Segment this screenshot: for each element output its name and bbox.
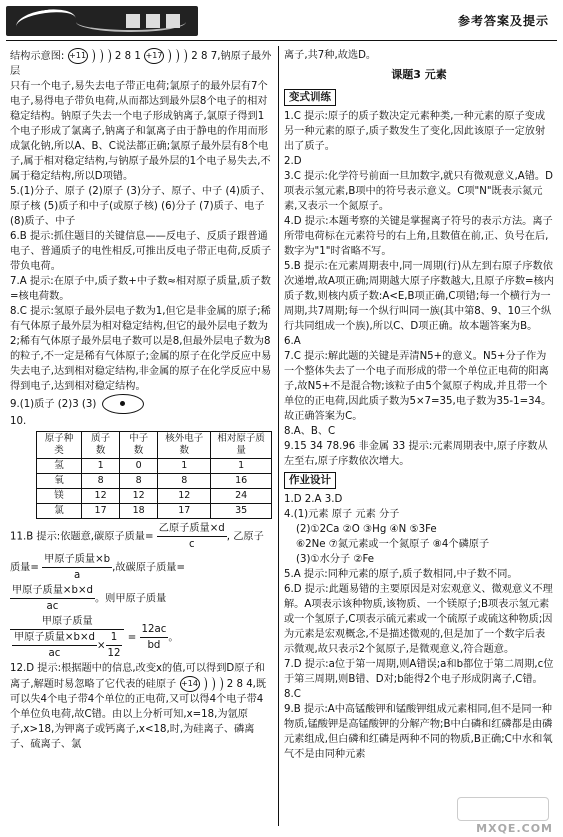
answer-6: 6.B 提示:抓住题目的关键信息——反电子、反质子跟普通电子、普通质子的电性相反,可推出反电子带正电荷,反质子带负电荷。: [10, 231, 272, 272]
banner-block: [146, 14, 160, 28]
chlorine-shells: 2 8 7: [191, 51, 218, 62]
left-column: [10, 48, 272, 752]
table-row: 氧 8 8 8 16: [37, 474, 272, 489]
page-header-title: 参考答案及提示: [457, 14, 549, 28]
homework-answer-4b: (2)①2Ca ②O ③Hg ④N ⑤3Fe: [296, 524, 437, 535]
variation-answer-3: 3.C 提示:化学符号前面一旦加数字,就只有微观意义,A错。D项表示氢元素,B项中的符号表示意义。C项"N"既表示氮元素,又表示一个氮原子。: [284, 171, 553, 212]
answer-4-explanation: 只有一个电子,易失去电子带正电荷;氯原子的最外层有7个电子,易得电子带负电荷,从而都达到最外层8个电子的相对稳定结构。钠原子失去一个电子形成钠离子,氯原子得到1个电子形成了氯离子,钠离子和氯离子由于静电的作用而形成氯化钠,所以A、B、C说法都正确;氯原子最外层有8个电子,属于相对稳定结构,与钠原子最外层的1个电子易失去,不属于稳定结构,所以D项错。: [10, 81, 271, 182]
fraction: $\frac{\text{甲原子质量×b}}{a}$: [44, 554, 111, 581]
answer-10-label: 10.: [10, 416, 27, 427]
table-row: 氯 17 18 17 35: [37, 504, 272, 519]
homework-answer-1-3: 1.D 2.A 3.D: [284, 494, 343, 505]
sodium-nucleus: +11: [68, 48, 88, 64]
right-column: [284, 48, 554, 762]
header-banner-image: [6, 6, 198, 36]
column-divider: [278, 46, 279, 826]
variation-answer-9: 9.15 34 78.96 非金属 33 提示:元素周期表中,原子序数从左至右,原子序数依次增大。: [284, 441, 548, 467]
section-title: 课题3 元素: [391, 68, 447, 81]
answer-5: 5.(1)分子、原子 (2)原子 (3)分子、原子、中子 (4)质子、原子核 (5)质子和中子(或原子核) (6)分子 (7)质子、电子 (8)质子、中子: [10, 186, 271, 227]
page-header: [0, 0, 563, 40]
answer-12: 12.D 提示:根据题中的信息,改变x的值,可以得到D原子和离子,解题时易忽略了它代表的硅原子 +14 2 8 4,既可以失4个电子带4个单位的正电荷,又可以得4个电子带4个单位负电荷,故C错。由以上分析可知,x=18,为氩原子,x>18,为钾离子或钙离子,x<18,时,为硅离子、磷离子、硫离子、氯: [10, 663, 267, 750]
fraction: 甲原子质量 $\frac{\text{甲原子质量×b×d}}{ac}$ × $\frac{1}{12}$: [10, 614, 124, 661]
watermark-text: MXQE.COM: [476, 822, 553, 835]
variation-answer-4: 4.D 提示:本题考察的关键是掌握离子符号的表示方法。离子所带电荷标在元素符号的右上角,且数值在前,正、负号在后,数字为"1"时省略不写。: [284, 216, 553, 257]
answer-11: 11.B 提示:依题意,碳原子质量= $\frac{\text{乙原子质量×d}}{c}$ , 乙原子质量= $\frac{\text{甲原子质量×b}}{a}$ ,故碳原子质量= $\frac{\text{甲原子质量×b×d}}{ac}$ 。则甲原子质量 甲原子质量 $\frac{\text{甲原子质量×b×d}}{ac}$ × $\frac{1}{12}$ = $\frac{12ac}{bd}$ 。: [10, 523, 264, 659]
homework-answer-4c: ⑥2Ne ⑦氮元素或一个氮原子 ⑧4个磷原子: [296, 539, 490, 550]
fraction: $\frac{\text{甲原子质量×b×d}}{ac}$: [12, 585, 93, 612]
homework-answer-4a: 4.(1)元素 原子 元素 分子: [284, 509, 400, 520]
answer-7: 7.A 提示:在原子中,质子数+中子数≈相对原子质量,质子数=核电荷数。: [10, 276, 271, 302]
sodium-shells: 2 8 1: [114, 51, 141, 62]
silicon-nucleus: +14: [180, 676, 200, 692]
fraction: $\frac{\text{乙原子质量×d}}{c}$: [158, 523, 225, 550]
homework-answer-5: 5.A 提示:同种元素的原子,质子数相同,中子数不同。: [284, 569, 518, 580]
homework-answer-4d: (3)①水分子 ②Fe: [296, 554, 375, 565]
homework-answer-8: 8.C: [284, 689, 301, 700]
banner-swirl-left: [15, 6, 78, 36]
banner-block: [166, 14, 180, 28]
answer-structure-diagram: 结构示意图: +11 2 8 1 +17 2 8 7,钠原子最外层: [10, 48, 272, 79]
variation-answer-6: 6.A: [284, 336, 301, 347]
homework-answer-9: 9.B 提示:A中高锰酸钾和锰酸钾组成元素相同,但不是同一种物质,锰酸钾是高锰酸钾的分解产物;B中白磷和红磷都是由磷元素组成,但白磷和红磷是两种不同的物质,B正确;C中水和氧气不是由同种元素: [284, 704, 553, 760]
variation-answer-7: 7.C 提示:解此题的关键是弄清N5+的意义。N5+分子作为一个整体失去了一个电子而形成的带一个单位正电荷的阳离子,故N5+不是混合物;该粒子由5个氮原子构成,并且带一个单位的正电荷,因此质子数为5×7=35,电子数为35-1=34。故正确答案为C。: [284, 351, 552, 422]
orbit-diagram: [102, 394, 144, 414]
fraction: $\frac{12ac}{bd}$: [141, 624, 167, 651]
box-heading-variation-training: 变式训练: [284, 89, 336, 106]
silicon-shells: 2 8 4: [226, 679, 253, 690]
box-heading-homework-design: 作业设计: [284, 472, 336, 489]
variation-answer-2: 2.D: [284, 156, 302, 167]
variation-answer-1: 1.C 提示:原子的质子数决定元素种类,一种元素的原子变成另一种元素的原子,质子数发生了变化,因此该原子一定放射出了质子。: [284, 111, 546, 152]
variation-answer-5: 5.B 提示:在元素周期表中,同一周期(行)从左到右原子序数依次递增,故A项正确;周期越大原子序数越大,且原子序数=核内质子数,则核内质子数:A<E,B项正确,C项错;每一个横行为一周期,共7周期;每一个纵行叫同一族(其中第8、9、10三个纵行共同组成一个族),所以C、D项正确。故本题答案为B。: [284, 261, 554, 332]
table-row: 镁 12 12 12 24: [37, 489, 272, 504]
variation-answer-8: 8.A、B、C: [284, 426, 336, 437]
homework-answer-7: 7.D 提示:a位于第一周期,则A错误;a和b都位于第二周期,c位于第三周期,则B错、D对;b能得2个电子形成阴离子,C错。: [284, 659, 554, 685]
banner-block: [126, 14, 140, 28]
homework-answer-6: 6.D 提示:此题易错的主要原因是对宏观意义、微观意义不理解。A项表示该种物质,该物质、一个镁原子;B项表示氢元素或一个氢原子,C项表示硫元素或一个硫原子或硫这种物质;因为元素是宏观概念,不是描述微观的,但是加了一个数字后表示微观,故只表示2个氮原子,是微观意义,符合题意。: [284, 584, 553, 655]
watermark-logo: [457, 797, 549, 821]
continuation-text: 离子,共7种,故选D。: [284, 50, 377, 61]
atom-table: [36, 431, 272, 519]
answer-9: 9.(1)质子 (2)3 (3): [10, 394, 272, 414]
answer-8: 8.C 提示:氢原子最外层电子数为1,但它是非金属的原子;稀有气体原子最外层为相对稳定结构,但它的最外层电子数为2;稀有气体原子最外层电子数可以是8,但最外层电子数为8的粒子,不一定是稀有气体原子;金属的原子在化学反应中易失去电子,达到相对稳定结构,非金属的原子在化学反应中易得到电子,达到相对稳定结构。: [10, 306, 272, 392]
header-rule: [6, 40, 557, 41]
chlorine-nucleus: +17: [144, 48, 164, 64]
table-row: 氢 1 0 1 1: [37, 459, 272, 474]
table-header-row: 原子种类 质子数 中子数 核外电子数 相对原子质量: [37, 432, 272, 459]
